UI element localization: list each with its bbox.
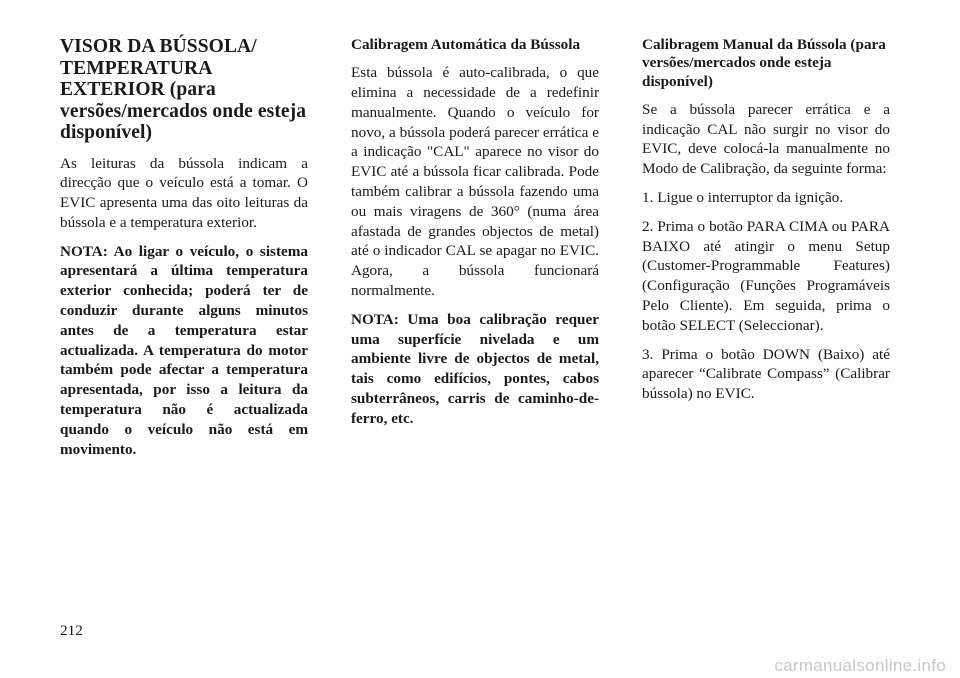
watermark-text: carmanualsonline.info — [774, 656, 946, 675]
auto-calibration-paragraph: Esta bússola é auto-calibrada, o que elimina a necessidade de a redefinir manualmente. Quando o veículo for novo, a bússola poderá parecer errática e a indicação "CAL" aparece no visor do EVIC até a bússola ficar calibrada. Pode também calibrar a bússola fazendo uma ou mais viragens de 360° (numa área afastada de grandes objectos de metal) até o indicador CAL se apagar no EVIC. Agora, a bússola funcionará normalmente. — [351, 64, 599, 300]
manual-calibration-paragraph: Se a bússola parecer errática e a indicação CAL não surgir no visor do EVIC, deve colocá-la manualmente no Modo de Calibração, da seguinte forma: — [642, 100, 890, 178]
manual-calibration-heading: Calibragem Manual da Bússola (para versões/mercados onde esteja disponível) — [642, 36, 886, 90]
step-item: 3. Prima o botão DOWN (Baixo) até aparecer “Calibrate Compass” (Calibrar bússola) no EVIC. — [642, 345, 890, 403]
note-paragraph: NOTA: Ao ligar o veículo, o sistema apresentará a última temperatura exterior conhecida; poderá ter de conduzir durante alguns minutos antes de a temperatura estar actualizada. A temperatura do motor também pode afectar a temperatura apresentada, por isso a leitura da temperatura não é actualizada quando o veículo não está em movimento. — [60, 242, 308, 458]
step-item: 1. Ligue o interruptor da ignição. — [642, 189, 844, 207]
auto-calibration-heading: Calibragem Automática da Bússola — [351, 36, 581, 53]
column-middle — [351, 36, 599, 438]
section-heading: VISOR DA BÚSSOLA/ TEMPERATURA EXTERIOR (para versões/mercados onde esteja disponível) — [60, 36, 307, 143]
column-right — [642, 36, 890, 413]
step-item: 2. Prima o botão PARA CIMA ou PARA BAIXO até atingir o menu Setup (Customer-Programmable Features) (Configuração (Funções Programáveis Pelo Cliente). Em seguida, prima o botão SELECT (Seleccionar). — [642, 217, 890, 334]
calibration-note-paragraph: NOTA: Uma boa calibração requer uma superfície nivelada e um ambiente livre de objectos de metal, tais como edifícios, pontes, cabos subterrâneos, carris de caminho-de-ferro, etc. — [351, 310, 599, 427]
column-left — [60, 36, 308, 468]
page-number: 212 — [60, 622, 83, 639]
intro-paragraph: As leituras da bússola indicam a direcção que o veículo está a tomar. O EVIC apresenta uma das oito leituras da bússola e a temperatura exterior. — [60, 154, 308, 231]
